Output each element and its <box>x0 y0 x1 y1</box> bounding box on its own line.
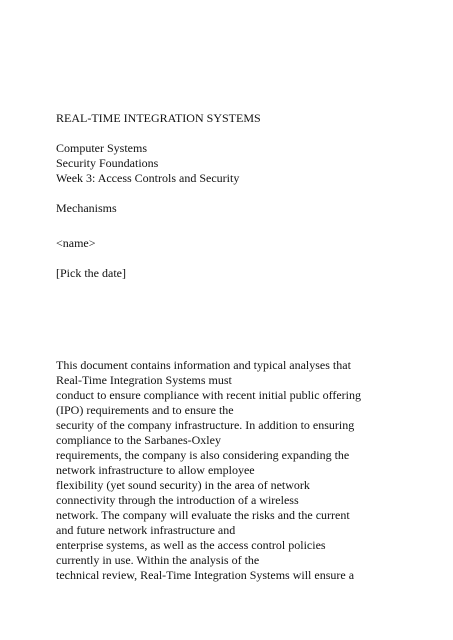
body-line: compliance to the Sarbanes-Oxley <box>56 433 221 447</box>
body-line: currently in use. Within the analysis of the <box>56 553 260 567</box>
document-date: [Pick the date] <box>56 266 126 280</box>
body-line: network infrastructure to allow employee <box>56 463 255 477</box>
body-line: enterprise systems, as well as the access control policies <box>56 538 326 552</box>
body-line: conduct to ensure compliance with recent initial public offering <box>56 388 362 402</box>
body-line: security of the company infrastructure. In addition to ensuring <box>56 418 355 432</box>
body-line: requirements, the company is also considering expanding the <box>56 448 350 462</box>
week-title-continued: Mechanisms <box>56 201 117 215</box>
body-line: This document contains information and typical analyses that <box>56 358 351 372</box>
body-line: and future network infrastructure and <box>56 523 236 537</box>
body-line: connectivity through the introduction of a wireless <box>56 493 299 507</box>
subject-name: Security Foundations <box>56 156 159 170</box>
document-title: REAL-TIME INTEGRATION SYSTEMS <box>56 111 261 125</box>
author-name: <name> <box>56 236 96 250</box>
course-name: Computer Systems <box>56 141 148 155</box>
body-line: network. The company will evaluate the risks and the current <box>56 508 350 522</box>
body-line: Real-Time Integration Systems must <box>56 373 232 387</box>
body-line: flexibility (yet sound security) in the area of network <box>56 478 310 492</box>
week-title: Week 3: Access Controls and Security <box>56 171 240 185</box>
body-line: technical review, Real-Time Integration Systems will ensure a <box>56 568 355 582</box>
body-line: (IPO) requirements and to ensure the <box>56 403 234 417</box>
